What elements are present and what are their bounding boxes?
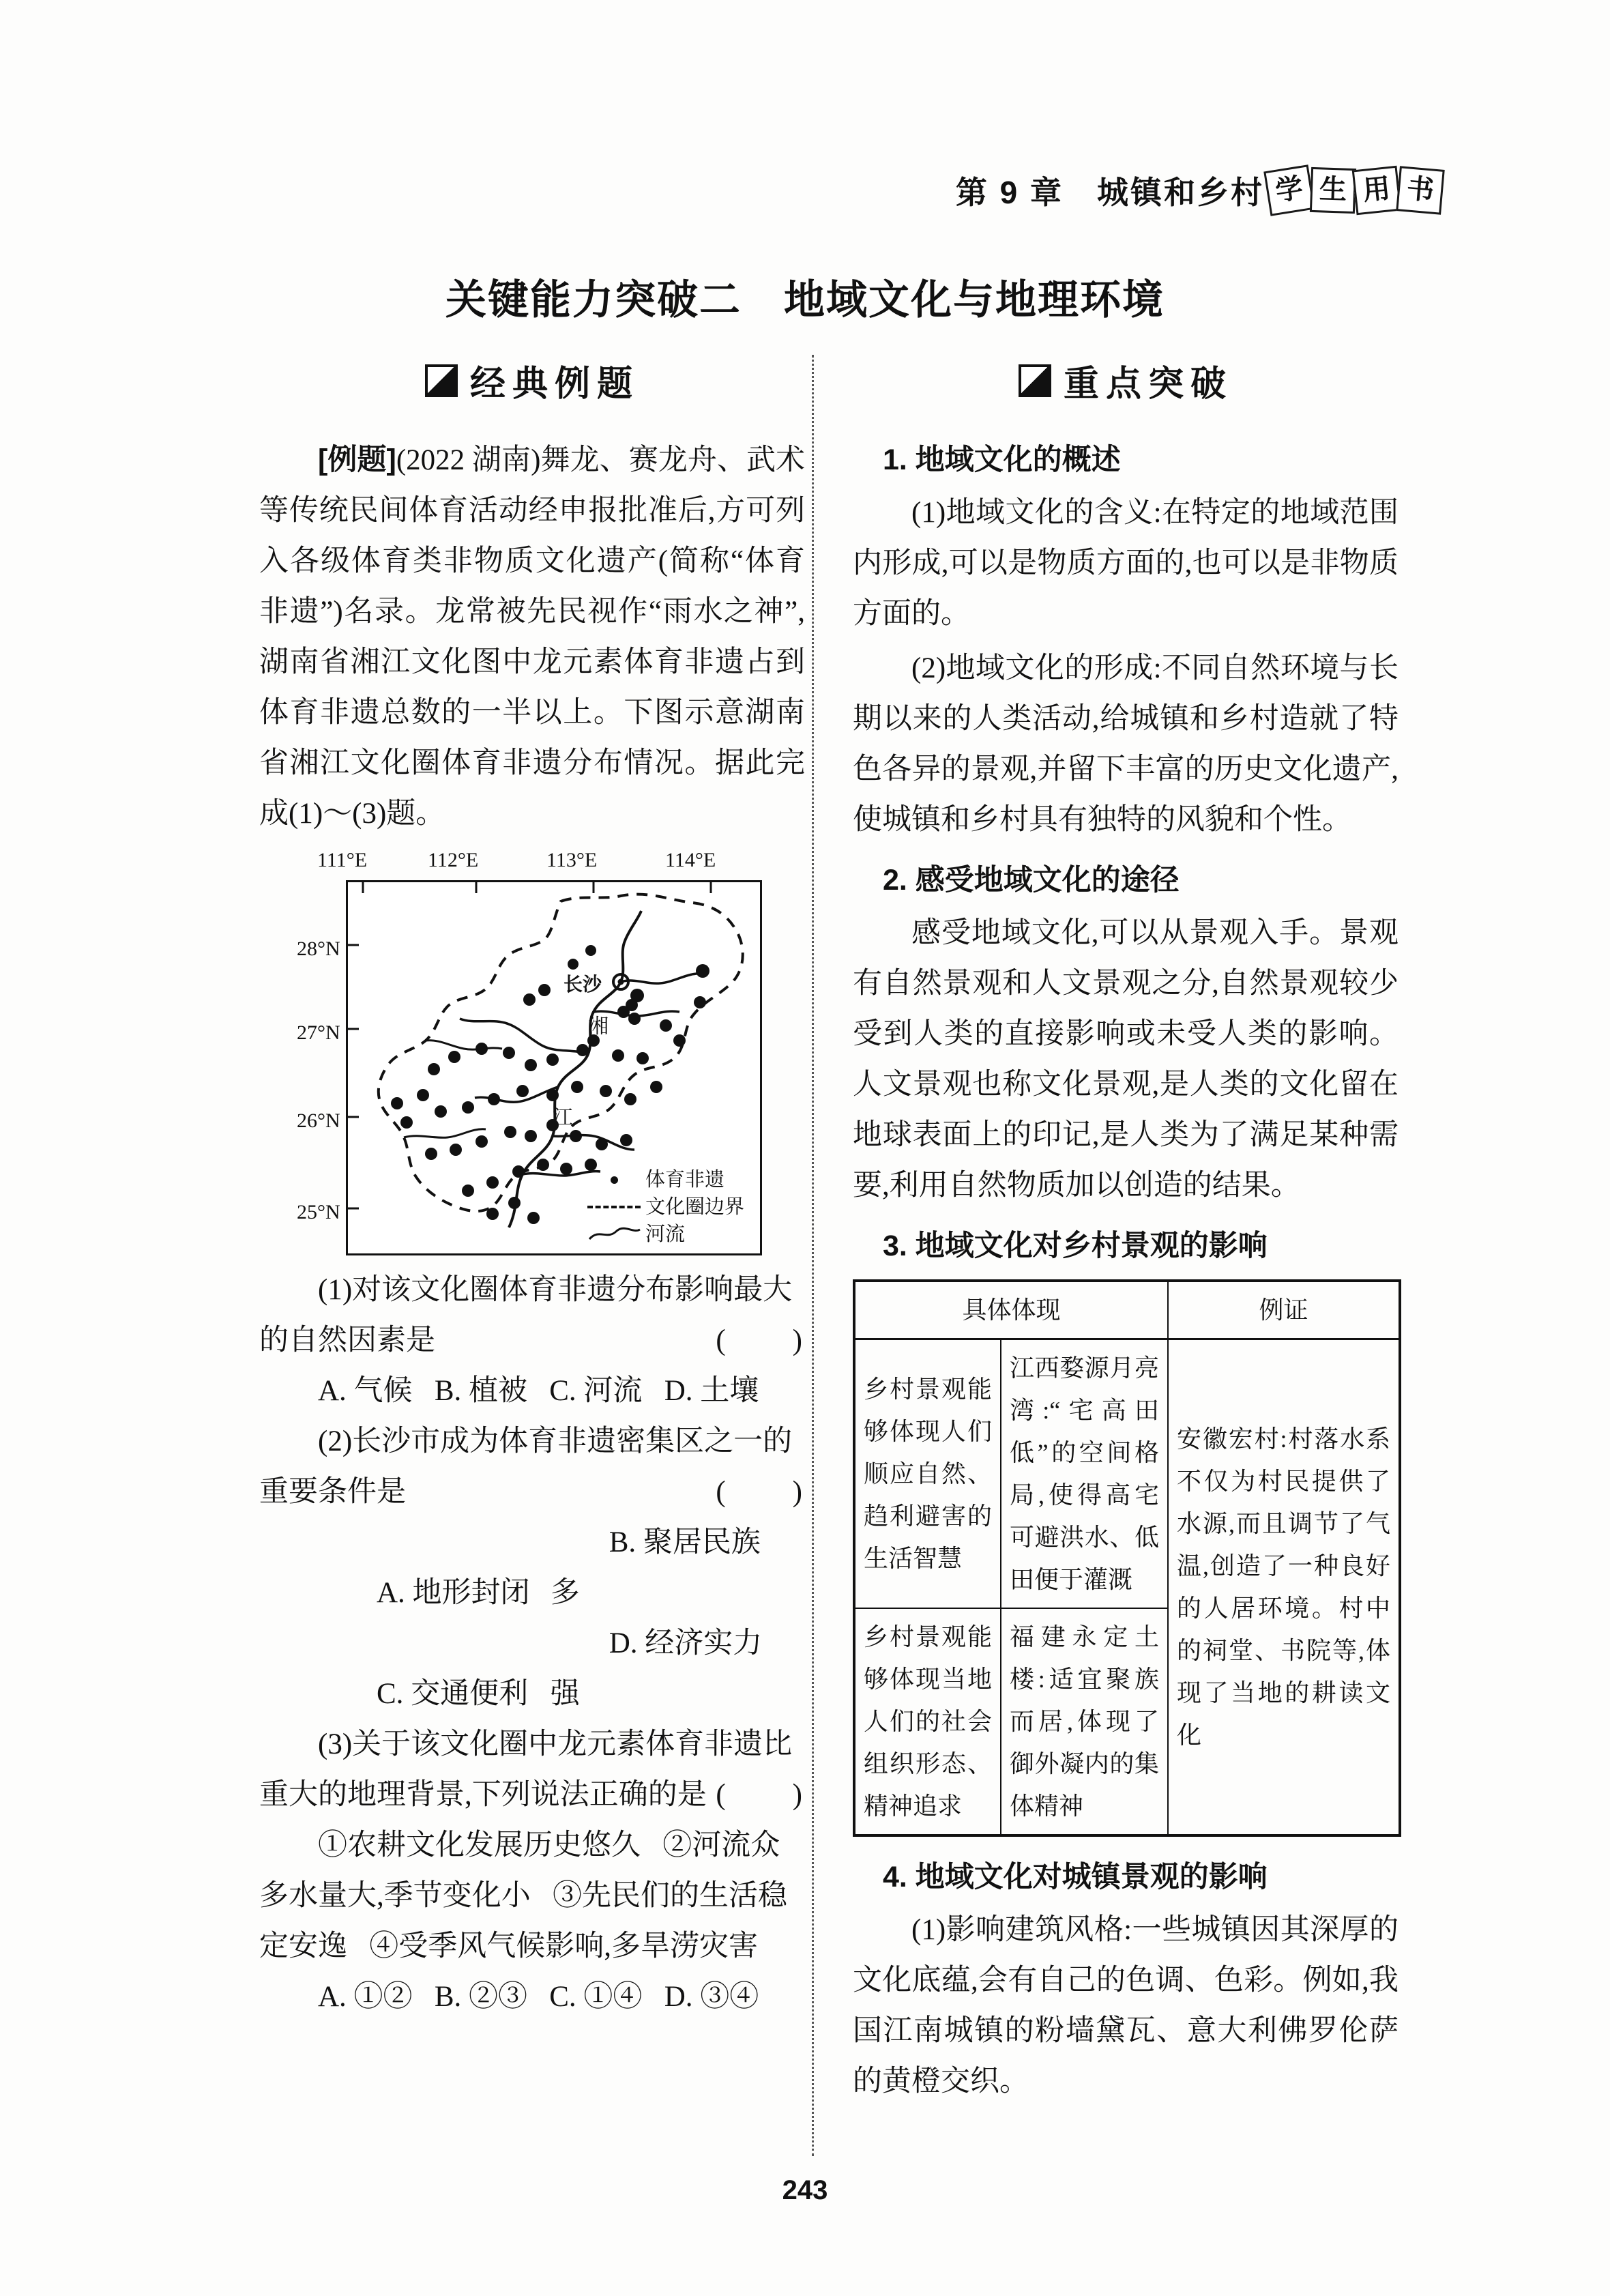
question-3 [259,1719,805,1820]
question-2 [259,1416,805,1517]
legend-river-curve-icon [583,1225,645,1243]
two-column-body [0,355,1610,2163]
question-2-text: 长沙市成为体育非遗密集区之一的重要条件是 [259,1425,793,1508]
example-tag: [例题] [318,444,396,476]
q3-statement-2: ②河流众多水量大,季节变化小 [259,1829,780,1912]
table-header-evidence: 例证 [1168,1281,1400,1339]
question-2-answer-blank[interactable]: ( ) [716,1476,805,1508]
chapter-title: 第 9 章 城镇和乡村 [955,175,1264,210]
question-2-options-row-2 [259,1618,805,1719]
section-2-para-1: 感受地域文化,可以从景观入手。景观有自然景观和人文景观之分,自然景观较少受到人类的直接影响或未受人类的影响。人文景观也称文化景观,是人类的文化留在地球表面上的印记,是人类为了满足某种需要,利用自然物质加以创造的结果。 [853,917,1399,1202]
map-legend [583,1166,753,1248]
q1-option-a[interactable]: A. 气候 [318,1375,413,1407]
question-2-number: (2) [318,1425,353,1457]
section-1-para-2: (2)地域文化的形成:不同自然环境与长期以来的人类活动,给城镇和乡村造就了特色各异的景观,并留下丰富的历史文化遗产,使城镇和乡村具有独特的风貌和个性。 [853,652,1399,836]
q1-option-c[interactable]: C. 河流 [549,1375,643,1407]
q2-option-b[interactable]: B. 聚居民族多 [550,1526,761,1609]
river-label-xiang: 湘 [588,1015,609,1038]
heading-3: 3. 地域文化对乡村景观的影响 [883,1230,1268,1262]
section-marker-icon [1019,364,1051,397]
q1-option-d[interactable]: D. 土壤 [664,1375,759,1407]
legend-item-heritage [583,1166,753,1193]
legend-item-boundary [583,1193,753,1221]
row-1-detail: 江西婺源月亮湾:“宅高田低”的空间格局,使得高宅可避洪水、低田便于灌溉 [1001,1339,1168,1609]
lon-tick-113: 113°E [546,849,598,871]
legend-label-heritage: 体育非遗 [645,1169,725,1191]
left-section-header [259,355,805,406]
legend-dashed-line-icon [583,1206,645,1208]
right-column [853,355,1399,2111]
q3-option-b[interactable]: B. ②③ [434,1981,527,2013]
q3-statement-4: ④受季风气候影响,多旱涝灾害 [369,1930,758,1962]
question-3-answer-blank[interactable]: ( ) [716,1779,805,1811]
page-number: 243 [782,2175,828,2205]
q3-option-d[interactable]: D. ③④ [664,1981,759,2013]
question-1-options [259,1366,805,1416]
table-header-row [854,1281,1400,1339]
heading-1: 1. 地域文化的概述 [883,444,1121,476]
section-1-para-1: (1)地域文化的含义:在特定的地域范围内形成,可以是物质方面的,也可以是非物质方面的。 [853,497,1399,630]
question-3-number: (3) [318,1728,353,1760]
lon-tick-114: 114°E [665,849,716,871]
lon-tick-112: 112°E [428,849,479,871]
stamp-char-2: 生 [1310,167,1356,214]
table-header-manifestation: 具体体现 [854,1281,1168,1339]
q2-option-d[interactable]: D. 经济实力强 [550,1627,763,1710]
question-3-text: 关于该文化圈中龙元素体育非遗比重大的地理背景,下列说法正确的是 [259,1728,793,1811]
question-1 [259,1265,805,1366]
lat-tick-28: 28°N [297,938,340,960]
example-stem-text: 舞龙、赛龙舟、武术等传统民间体育活动经申报批准后,方可列入各级体育类非物质文化遗产(简称“体育非遗”)名录。龙常被先民视作“雨水之神”,湖南省湘江文化图中龙元素体育非遗占到体育非遗总数的一半以上。下图示意湖南省湘江文化圈体育非遗分布情况。据此完成(1)～(3)题。 [259,444,806,830]
right-section-title: 重点突破 [1063,364,1233,404]
lat-tick-26: 26°N [297,1109,340,1132]
rural-landscape-table [853,1279,1401,1837]
legend-dot-icon [583,1176,645,1184]
map-figure [259,849,805,1258]
q3-option-c[interactable]: C. ①④ [549,1981,643,2013]
running-header [0,168,1610,213]
stamp-char-3: 用 [1352,166,1402,216]
longitude-axis [297,849,767,879]
row-1-evidence: 安徽宏村:村落水系不仅为村民提供了水源,而且调节了气温,创造了一种良好的人居环境。村中的祠堂、书院等,体现了当地的耕读文化 [1168,1339,1400,1836]
question-1-number: (1) [318,1274,353,1306]
row-2-manifestation: 乡村景观能够体现当地人们的社会组织形态、精神追求 [854,1608,1001,1835]
right-section-header [853,355,1399,406]
q3-statement-1: ①农耕文化发展历史悠久 [318,1829,641,1861]
section-marker-icon [425,364,458,397]
left-section-title: 经典例题 [469,364,639,404]
q2-option-c[interactable]: C. 交通便利 [377,1678,529,1710]
stamp-char-1: 学 [1263,164,1315,216]
city-label-changsha: 长沙 [564,974,602,995]
map-plot-area [346,880,762,1255]
question-1-answer-blank[interactable]: ( ) [716,1324,805,1356]
stamp-char-4: 书 [1396,166,1445,215]
question-2-options-row-1 [259,1517,805,1618]
lat-tick-27: 27°N [297,1021,340,1044]
lon-tick-111: 111°E [317,849,368,871]
row-1-manifestation: 乡村景观能够体现人们顺应自然、趋利避害的生活智慧 [854,1339,1001,1609]
example-stem [259,435,805,839]
question-3-statements [259,1820,805,1972]
question-3-options [259,1972,805,2022]
row-2-detail: 福建永定土楼:适宜聚族而居,体现了御外凝内的集体精神 [1001,1608,1168,1835]
heading-2: 2. 感受地域文化的途径 [883,864,1180,897]
example-source: (2022 湖南) [396,444,541,476]
student-book-stamp [1268,168,1443,213]
q2-option-a[interactable]: A. 地形封闭 [377,1577,530,1609]
page-title: 关键能力突破二 地域文化与地理环境 [445,277,1165,323]
legend-label-river: 河流 [645,1223,686,1245]
q1-option-b[interactable]: B. 植被 [434,1375,527,1407]
section-4-para-1: (1)影响建筑风格:一些城镇因其深厚的文化底蕴,会有自己的色调、色彩。例如,我国江南城镇的粉墙黛瓦、意大利佛罗伦萨的黄橙交织。 [853,1914,1399,2097]
left-column [259,355,805,2022]
legend-item-river [583,1221,753,1248]
lat-tick-25: 25°N [297,1201,340,1223]
river-label-jiang: 江 [553,1107,573,1129]
heading-4: 4. 地域文化对城镇景观的影响 [883,1861,1268,1893]
question-1-text: 对该文化圈体育非遗分布影响最大的自然因素是 [259,1274,793,1356]
legend-label-boundary: 文化圈边界 [645,1196,745,1218]
table-row [854,1339,1400,1609]
q3-statement-3: ③先民们的生活稳定安逸 [259,1880,787,1962]
q3-option-a[interactable]: A. ①② [318,1981,413,2013]
